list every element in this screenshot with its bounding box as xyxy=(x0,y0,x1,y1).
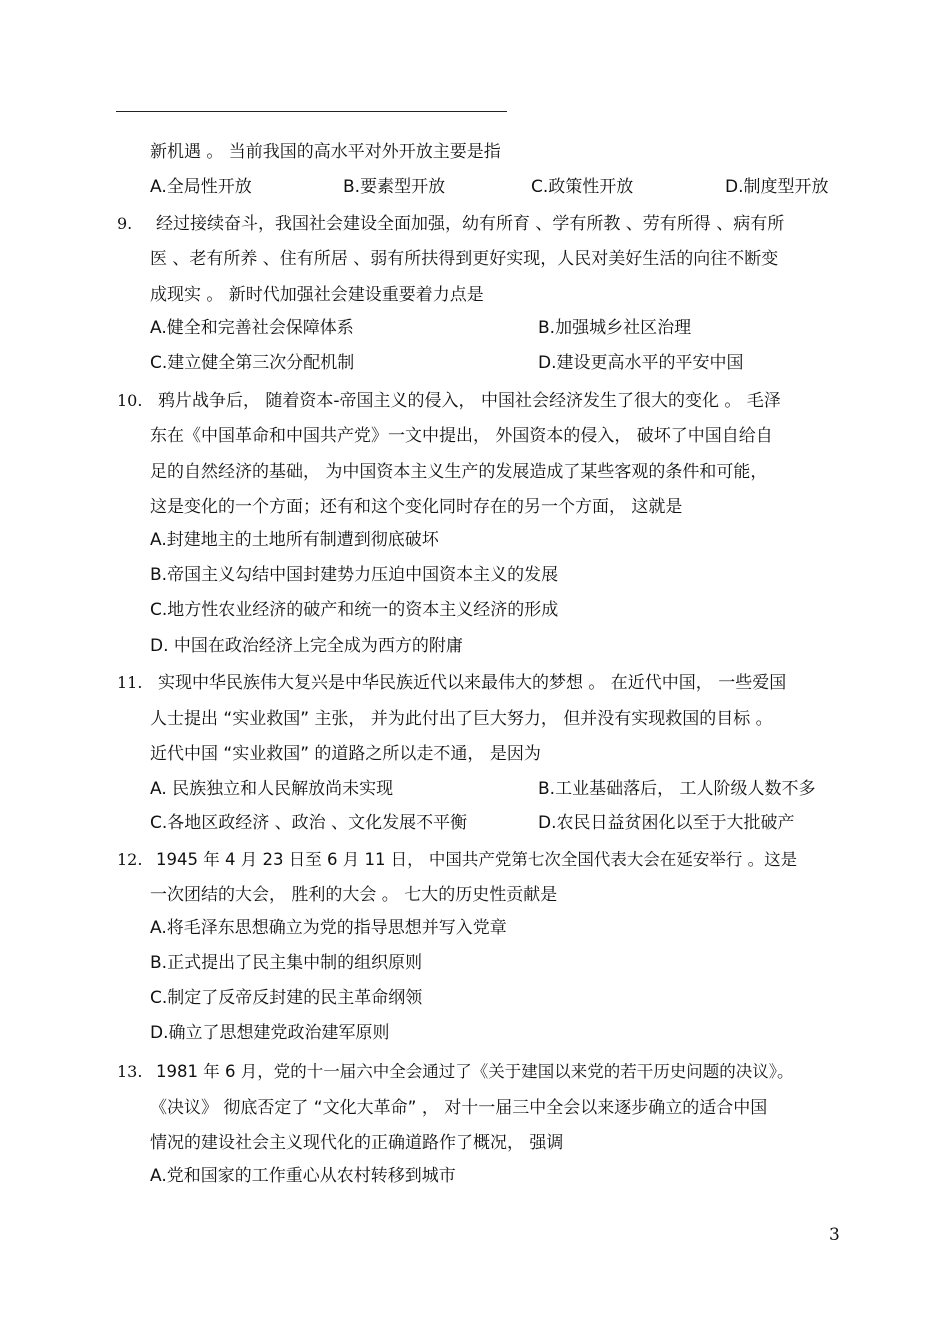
q12-option-a: A.将毛泽东思想确立为党的指导思想并写入党章 xyxy=(150,918,507,938)
q9-option-b: B.加强城乡社区治理 xyxy=(538,318,692,338)
q9-option-c: C.建立健全第三次分配机制 xyxy=(150,353,355,373)
q9-stem-line: 成现实 。 新时代加强社会建设重要着力点是 xyxy=(150,285,484,305)
q9-stem-line: 医 、老有所养 、住有所居 、弱有所扶得到更好实现，人民对美好生活的向往不断变 xyxy=(150,249,779,269)
q13-stem-line: 《决议》 彻底否定了 “文化大革命” ， 对十一届三中全会以来逐步确立的适合中国 xyxy=(150,1098,768,1118)
header-rule xyxy=(116,111,507,112)
q12-stem-line: 1945 年 4 月 23 日至 6 月 11 日， 中国共产党第七次全国代表大会在延安举行 。这是 xyxy=(156,850,798,869)
q10-option-d: D. 中国在政治经济上完全成为西方的附庸 xyxy=(150,636,463,656)
q10-stem-line: 鸦片战争后， 随着资本-帝国主义的侵入， 中国社会经济发生了很大的变化 。 毛泽 xyxy=(158,391,781,411)
q11-number: 11. xyxy=(117,673,143,692)
q8-option-b: B.要素型开放 xyxy=(343,177,446,197)
q8-option-d: D.制度型开放 xyxy=(725,177,829,197)
q10-number: 10. xyxy=(117,391,143,410)
q10-option-c: C.地方性农业经济的破产和统一的资本主义经济的形成 xyxy=(150,600,559,620)
q9-option-a: A.健全和完善社会保障体系 xyxy=(150,318,354,338)
q8-option-c: C.政策性开放 xyxy=(531,177,634,197)
q13-stem-line: 情况的建设社会主义现代化的正确道路作了概况， 强调 xyxy=(150,1133,564,1153)
q9-number: 9. xyxy=(117,214,133,233)
page-number: 3 xyxy=(829,1225,840,1245)
q9-option-d: D.建设更高水平的平安中国 xyxy=(538,353,744,373)
q13-number: 13. xyxy=(117,1062,143,1081)
q11-option-c: C.各地区政经济 、政治 、文化发展不平衡 xyxy=(150,813,468,833)
q12-option-c: C.制定了反帝反封建的民主革命纲领 xyxy=(150,988,423,1008)
q12-stem-line: 一次团结的大会， 胜利的大会 。 七大的历史性贡献是 xyxy=(150,885,558,905)
q8-option-a: A.全局性开放 xyxy=(150,177,252,197)
q10-stem-line: 东在《中国革命和中国共产党》一文中提出， 外国资本的侵入， 破坏了中国自给自 xyxy=(150,426,773,446)
q10-option-a: A.封建地主的土地所有制遭到彻底破坏 xyxy=(150,530,439,550)
q11-option-b: B.工业基础落后， 工人阶级人数不多 xyxy=(538,779,816,799)
q9-stem-line: 经过接续奋斗，我国社会建设全面加强，幼有所育 、学有所教 、劳有所得 、病有所 xyxy=(156,214,785,234)
q11-option-d: D.农民日益贫困化以至于大批破产 xyxy=(538,813,795,833)
q11-option-a: A. 民族独立和人民解放尚未实现 xyxy=(150,779,394,799)
q11-stem-line: 人士提出 “实业救国” 主张， 并为此付出了巨大努力， 但并没有实现救国的目标 。 xyxy=(150,709,773,729)
q11-stem-line: 实现中华民族伟大复兴是中华民族近代以来最伟大的梦想 。 在近代中国， 一些爱国 xyxy=(158,673,787,693)
q11-stem-line: 近代中国 “实业救国” 的道路之所以走不通， 是因为 xyxy=(150,744,541,764)
q10-option-b: B.帝国主义勾结中国封建势力压迫中国资本主义的发展 xyxy=(150,565,559,585)
q13-stem-line: 1981 年 6 月，党的十一届六中全会通过了《关于建国以来党的若干历史问题的决议》。 xyxy=(156,1062,794,1081)
q8-stem-line: 新机遇 。 当前我国的高水平对外开放主要是指 xyxy=(150,142,501,162)
q12-option-b: B.正式提出了民主集中制的组织原则 xyxy=(150,953,423,973)
q12-number: 12. xyxy=(117,850,143,869)
q10-stem-line: 足的自然经济的基础， 为中国资本主义生产的发展造成了某些客观的条件和可能， xyxy=(150,462,768,482)
q12-option-d: D.确立了思想建党政治建军原则 xyxy=(150,1023,390,1043)
q10-stem-line: 这是变化的一个方面；还有和这个变化同时存在的另一个方面， 这就是 xyxy=(150,497,683,517)
q13-option-a: A.党和国家的工作重心从农村转移到城市 xyxy=(150,1166,456,1186)
